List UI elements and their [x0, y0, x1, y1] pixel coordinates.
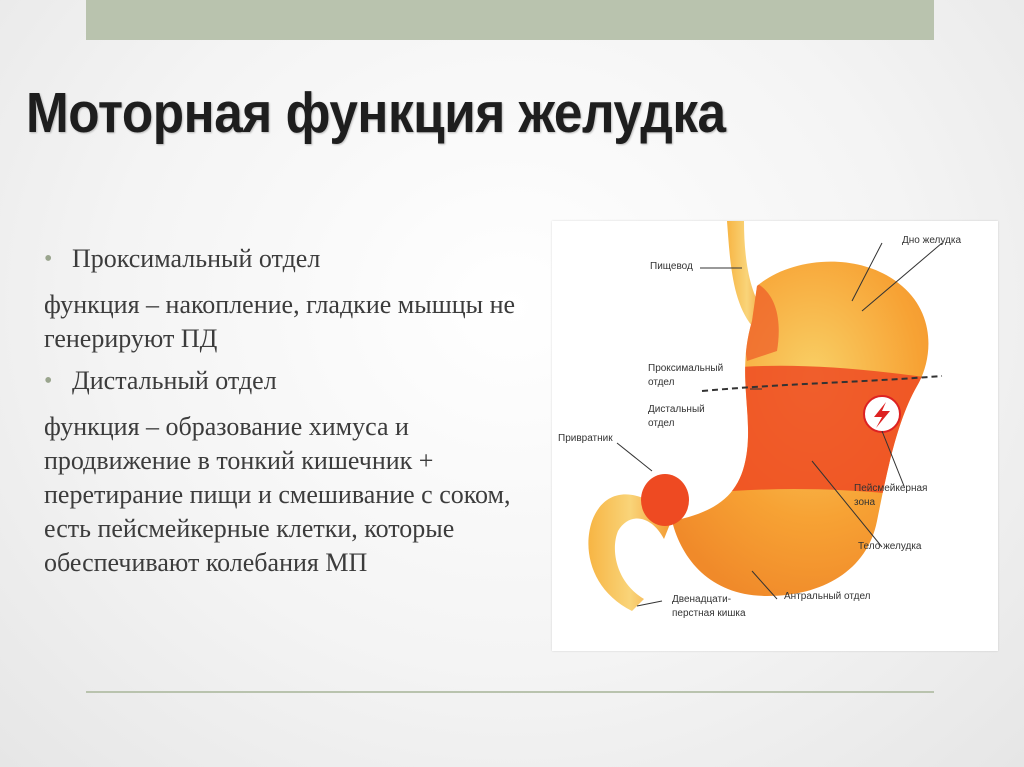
bullet-heading: Проксимальный отдел	[72, 244, 321, 273]
label-antrum: Антральный отдел	[784, 591, 871, 602]
bullet-dot-icon: •	[44, 368, 53, 394]
bullet-heading: Дистальный отдел	[72, 366, 277, 395]
distal-zone-shape	[702, 366, 952, 501]
slide-title: Моторная функция желудка	[26, 81, 726, 145]
bullet-proximal	[44, 242, 534, 276]
label-body: Тело желудка	[858, 541, 922, 552]
label-pylorus: Привратник	[558, 433, 613, 444]
bullet-distal	[44, 364, 534, 398]
label-distal-2: отдел	[648, 418, 675, 429]
bottom-divider	[86, 691, 934, 693]
bullet-text: функция – накопление, гладкие мышцы не генерируют ПД	[44, 290, 516, 353]
label-fundus: Дно желудка	[902, 235, 962, 246]
top-accent-bar	[86, 0, 934, 40]
label-duodenum-2: перстная кишка	[672, 608, 746, 619]
label-pacemaker-2: зона	[854, 497, 876, 508]
pylorus-shape	[641, 474, 689, 526]
label-duodenum-1: Двенадцати-	[672, 594, 732, 605]
label-distal-1: Дистальный	[648, 404, 705, 415]
label-pacemaker-1: Пейсмейкерная	[854, 483, 928, 494]
stomach-diagram	[552, 221, 998, 651]
bullet-dot-icon: •	[44, 246, 53, 272]
label-proximal-2: отдел	[648, 377, 675, 388]
bullet-text: функция – образование химуса и продвижение в тонкий кишечник + перетирание пищи и смешивание с соком, есть пейсмейкерные клетки, которые обеспечивают колебания МП	[44, 412, 511, 577]
label-esophagus: Пищевод	[650, 261, 693, 272]
label-proximal-1: Проксимальный	[648, 363, 724, 374]
slide-content	[44, 242, 534, 588]
stomach-illustration	[552, 221, 998, 651]
